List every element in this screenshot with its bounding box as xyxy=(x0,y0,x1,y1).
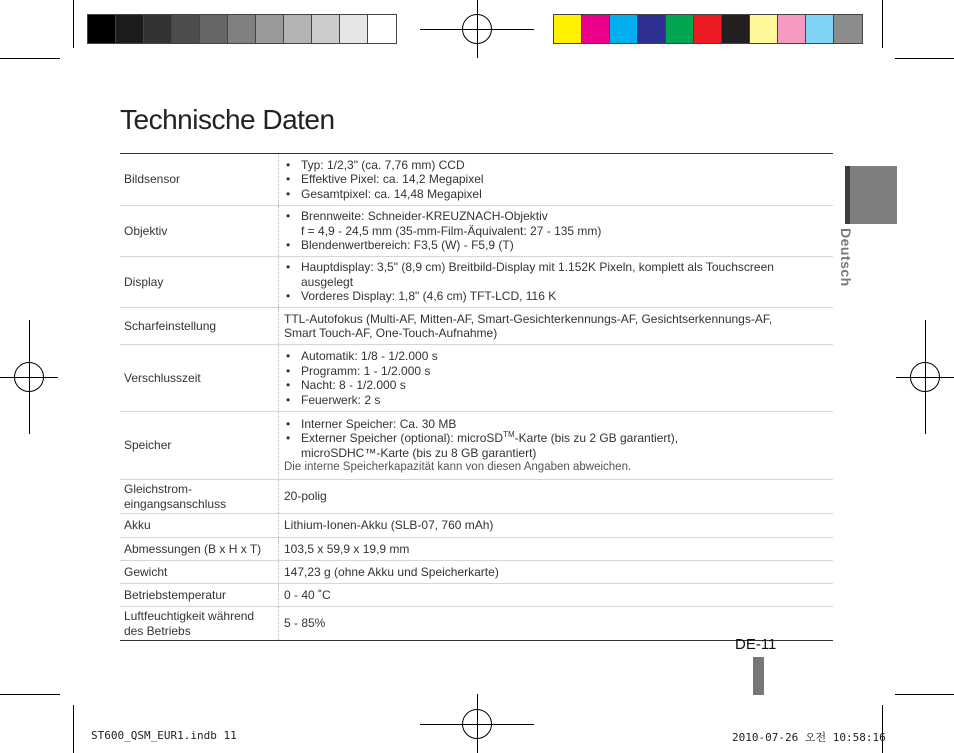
color-swatch xyxy=(778,15,806,43)
gray-swatch xyxy=(88,15,116,43)
gray-swatch xyxy=(368,15,396,43)
row-value: Smart Touch-AF, One-Touch-Aufnahme) xyxy=(284,326,498,340)
list-item: • Vorderes Display: 1,8" (4,6 cm) TFT-LCD, 116 K xyxy=(284,289,829,304)
gray-swatch xyxy=(144,15,172,43)
row-label: Akku xyxy=(120,514,279,538)
table-row xyxy=(120,257,833,308)
gray-swatch xyxy=(172,15,200,43)
row-label: Objektiv xyxy=(120,206,279,257)
gray-swatch xyxy=(116,15,144,43)
row-label: Abmessungen (B x H x T) xyxy=(120,538,279,561)
row-value: TTL-Autofokus (Multi-AF, Mitten-AF, Smart-Gesichterkennungs-AF, Gesichtserkennungs-AF, xyxy=(284,311,773,326)
table-row xyxy=(120,412,833,480)
color-swatch xyxy=(694,15,722,43)
list-item: • Interner Speicher: Ca. 30 MB xyxy=(284,417,829,432)
table-row xyxy=(120,514,833,538)
row-label: Bildsensor xyxy=(120,154,279,206)
value-list xyxy=(284,209,829,253)
list-item xyxy=(284,209,829,238)
row-label: Verschlusszeit xyxy=(120,345,279,412)
color-swatch xyxy=(834,15,862,43)
gray-swatch xyxy=(256,15,284,43)
table-row xyxy=(120,480,833,514)
grayscale-color-bar xyxy=(87,14,397,44)
row-value: 103,5 x 59,9 x 19,9 mm xyxy=(284,541,410,556)
value-list xyxy=(284,349,829,407)
list-item-text: f = 4,9 - 24,5 mm (35-mm-Film-Äquivalent: 27 - 135 mm) xyxy=(301,223,602,238)
table-row xyxy=(120,607,833,641)
value-list xyxy=(284,417,829,461)
row-label xyxy=(120,480,279,514)
gray-swatch xyxy=(228,15,256,43)
footnote: Die interne Speicherkapazität kann von diesen Angaben abweichen. xyxy=(284,461,632,473)
slug-file-info: ST600_QSM_EUR1.indb 11 xyxy=(91,729,237,742)
list-item-text: Externer Speicher (optional): microSD xyxy=(301,431,504,445)
page-number-bar xyxy=(753,657,764,695)
list-item: • Typ: 1/2,3" (ca. 7,76 mm) CCD xyxy=(284,158,829,173)
color-swatch xyxy=(610,15,638,43)
table-row xyxy=(120,538,833,561)
color-swatch xyxy=(806,15,834,43)
color-swatch xyxy=(638,15,666,43)
page-number: DE-11 xyxy=(735,636,777,653)
list-item: • Hauptdisplay: 3,5" (8,9 cm) Breitbild-Display mit 1.152K Pixeln, komplett als Touchscreen ausgelegt xyxy=(284,260,829,289)
list-item: • Blendenwertbereich: F3,5 (W) - F5,9 (T) xyxy=(284,238,829,253)
section-tab xyxy=(845,166,897,224)
table-row xyxy=(120,206,833,257)
list-item-text: Brennweite: Schneider-KREUZNACH-Objektiv xyxy=(301,209,548,224)
list-item: • Programm: 1 - 1/2.000 s xyxy=(284,364,829,379)
row-label xyxy=(120,607,279,641)
row-value: Lithium-Ionen-Akku (SLB-07, 760 mAh) xyxy=(284,518,494,533)
table-row xyxy=(120,345,833,412)
slug-timestamp: 2010-07-26 오전 10:58:16 xyxy=(732,731,886,744)
section-tab-edge xyxy=(845,166,850,224)
gray-swatch xyxy=(200,15,228,43)
row-value: 5 - 85% xyxy=(284,616,326,631)
row-value: 147,23 g (ohne Akku und Speicherkarte) xyxy=(284,564,499,579)
table-row xyxy=(120,308,833,345)
page-title: Technische Daten xyxy=(120,104,335,135)
row-label-text: Gleichstrom- xyxy=(124,482,193,496)
trademark-mark: TM xyxy=(503,430,515,439)
table-row xyxy=(120,584,833,607)
color-swatch xyxy=(666,15,694,43)
value-list xyxy=(284,260,829,304)
color-swatch xyxy=(582,15,610,43)
list-item: • Feuerwerk: 2 s xyxy=(284,393,829,408)
row-label-text: eingangsanschluss xyxy=(124,496,227,511)
table-row xyxy=(120,561,833,584)
list-item: • Effektive Pixel: ca. 14,2 Megapixel xyxy=(284,172,829,187)
process-color-bar xyxy=(553,14,863,44)
color-swatch xyxy=(750,15,778,43)
row-label: Gewicht xyxy=(120,561,279,584)
row-label: Scharfeinstellung xyxy=(120,308,279,345)
list-item xyxy=(284,431,829,460)
color-swatch xyxy=(722,15,750,43)
row-label: Display xyxy=(120,257,279,308)
list-item: • Automatik: 1/8 - 1/2.000 s xyxy=(284,349,829,364)
gray-swatch xyxy=(340,15,368,43)
list-item-text: -Karte (bis zu 2 GB garantiert), xyxy=(514,431,679,445)
spec-table xyxy=(120,153,833,641)
gray-swatch xyxy=(312,15,340,43)
row-label-text: Luftfeuchtigkeit während xyxy=(124,609,255,623)
row-label: Betriebstemperatur xyxy=(120,584,279,607)
list-item: • Nacht: 8 - 1/2.000 s xyxy=(284,378,829,393)
list-item: • Gesamtpixel: ca. 14,48 Megapixel xyxy=(284,187,829,202)
row-value: 20-polig xyxy=(284,489,327,504)
table-row xyxy=(120,154,833,206)
section-label: Deutsch xyxy=(838,228,854,287)
row-value: 0 - 40 ˚C xyxy=(284,587,331,602)
row-label-text: des Betriebs xyxy=(124,623,191,638)
value-list xyxy=(284,158,829,202)
color-swatch xyxy=(554,15,582,43)
list-item-text: microSDHC™-Karte (bis zu 8 GB garantiert) xyxy=(301,445,537,460)
row-label: Speicher xyxy=(120,412,279,480)
gray-swatch xyxy=(284,15,312,43)
